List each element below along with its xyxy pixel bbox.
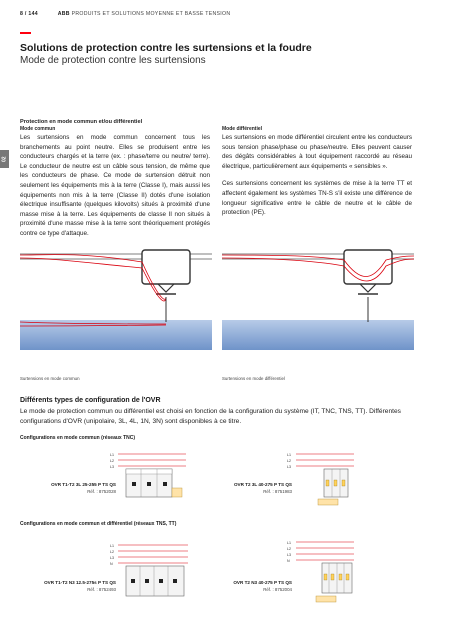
- section2-body: Le mode de protection commun ou différentiel est choisi en fonction de la configuration du système (IT, TNC, TNS, TT). Différentes configurations d'OVR (unipolaire, 3L, 4L, 1N, 3N) sont disponibles à ce titre.: [20, 408, 401, 425]
- product-ref: Réf. : 8751983: [263, 489, 292, 494]
- line-label: L3: [287, 553, 291, 557]
- line-label: N: [287, 559, 290, 563]
- line-label: L3: [287, 465, 291, 469]
- caption-differential: Surtensions en mode différentiel: [222, 376, 285, 381]
- accent-bar: [20, 32, 31, 34]
- left-heading: Protection en mode commun et/ou différentiel: [20, 119, 143, 125]
- spd-diagram-3: [118, 542, 190, 602]
- common-mode-illustration: [20, 242, 212, 350]
- product-ref: Réf. : 8752028: [87, 489, 116, 494]
- line-label: L1: [287, 541, 291, 545]
- caption-common: Surtensions en mode commun: [20, 376, 80, 381]
- chapter-tab: 02: [0, 150, 9, 168]
- product-name: OVR T1-T2 N3 12.5-275s P TS QS: [44, 580, 116, 585]
- line-label: L2: [287, 547, 291, 551]
- left-column: [20, 119, 210, 247]
- page-title: Solutions de protection contre les surtensions et la foudre: [20, 42, 312, 54]
- spd-diagram-4: [296, 539, 356, 607]
- differential-mode-illustration: [222, 242, 414, 350]
- left-body: Les surtensions en mode commun concernent tous les branchements au point neutre. Elles se produisent entre les conducteurs chargés et la terre (ex. : phase/terre ou neutre/ terre). Le conducteur de neutre est un câble sous tension, de même que les conducteurs de phase. Ce mode de surtension détruit non seulement les équipements mis à la terre (Classe I), mais aussi les équipements non mis à la terre (Classe II) dotés d'une isolation électrique insuffisante (quelques kilovolts) situés à proximité d'une masse mise à la terre. Les équipements de classe II non situés à proximité d'une masse mise à la terre sont théoriquement protégés contre ce type d'attaque.: [20, 134, 210, 237]
- line-labels-2: [287, 452, 291, 470]
- line-label: L1: [110, 544, 114, 548]
- tns-heading: Configurations en mode commun et différentiel (réseaux TNS, TT): [20, 521, 177, 527]
- product-ref: Réf. : 8752493: [87, 587, 116, 592]
- section-name: PRODUITS ET SOLUTIONS MOYENNE ET BASSE TENSION: [71, 11, 231, 17]
- page-number: 8 / 144: [20, 11, 38, 17]
- spd-diagram-2: [296, 451, 356, 511]
- line-label: L2: [110, 550, 114, 554]
- line-labels-4: [287, 540, 291, 564]
- line-labels-1: [110, 452, 114, 470]
- spd-diagram-1: [118, 451, 188, 503]
- brand-name: ABB: [57, 11, 70, 17]
- line-label: L3: [110, 556, 114, 560]
- line-label: L3: [110, 465, 114, 469]
- right-body-1: Les surtensions en mode différentiel circulent entre les conducteurs sous tension phase/phase ou phase/neutre. Elles peuvent causer des dégâts considérables à tout équipement raccordé au réseau électrique, particulièrement aux équipements « sensibles ».: [222, 134, 412, 170]
- right-body-2: Ces surtensions concernent les systèmes de mise à la terre TT et affectent également les systèmes TN-S s'il existe une différence de longueur significative entre le câble de neutre et le câble de protection (PE).: [222, 180, 412, 217]
- page-subtitle: Mode de protection contre les surtensions: [20, 55, 206, 66]
- left-subheading: Mode commun: [20, 126, 56, 132]
- line-label: L2: [287, 459, 291, 463]
- section2-title: Différents types de configuration de l'OVR: [20, 397, 161, 404]
- line-label: L2: [110, 459, 114, 463]
- right-subheading: Mode différentiel: [222, 126, 263, 132]
- product-name: OVR T2 3L 40-275 P TS QS: [233, 482, 292, 487]
- tnc-heading: Configurations en mode commun (réseaux TNC): [20, 435, 136, 441]
- line-label: L1: [287, 453, 291, 457]
- product-ref: Réf. : 8752004: [263, 587, 292, 592]
- running-header: [20, 11, 230, 17]
- product-name: OVR T1-T2 3L 25-255 P TS QS: [51, 482, 116, 487]
- line-label: N: [110, 562, 113, 566]
- product-name: OVR T2 N3 40-275 P TS QS: [233, 580, 292, 585]
- right-column: [222, 119, 412, 226]
- line-label: L1: [110, 453, 114, 457]
- line-labels-3: [110, 543, 114, 567]
